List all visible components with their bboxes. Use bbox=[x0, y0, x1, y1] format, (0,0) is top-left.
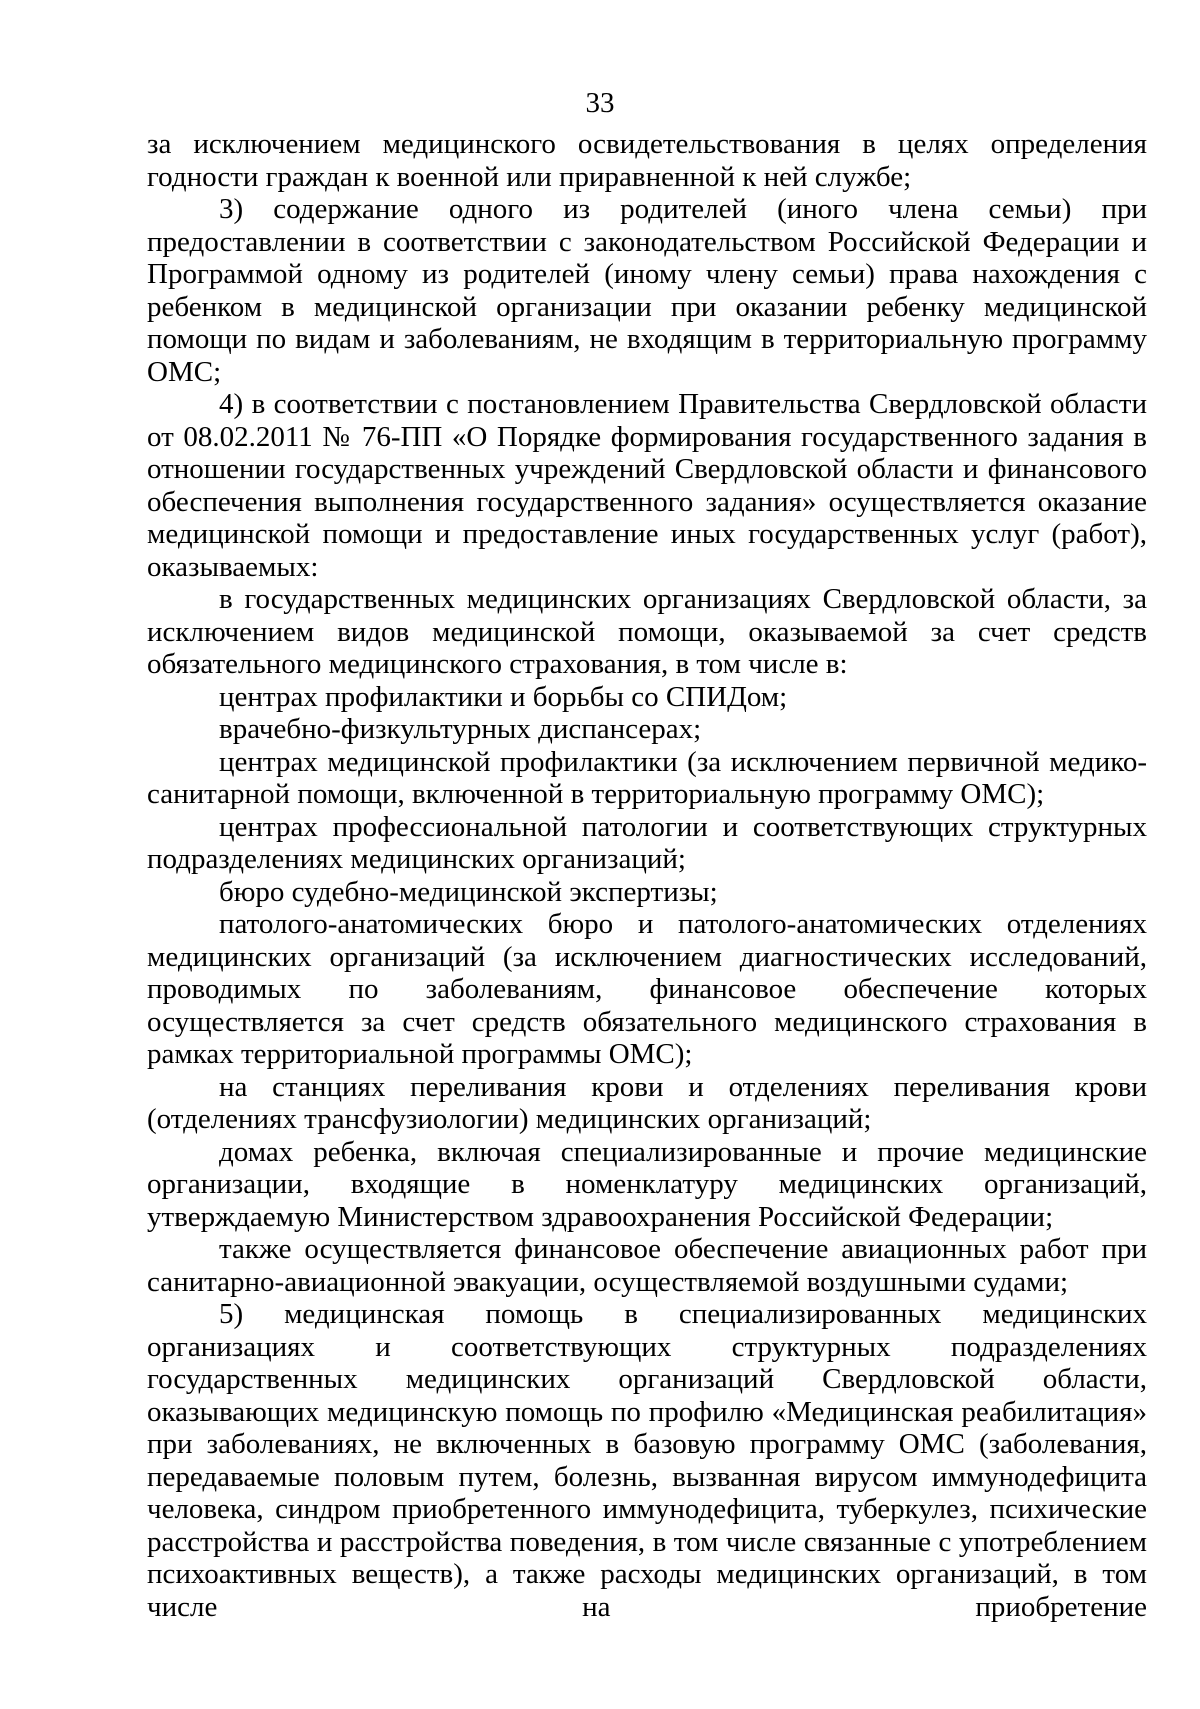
paragraph-item-4-state-assignment: 4) в соответствии с постановлением Правительства Свердловской области от 08.02.2011 № 76-ПП «О Порядке формирования государственного задания в отношении государственных учреждений Свердловской области и финансового обеспечения выполнения государственного задания» осуществляется оказание медицинской помощи и предоставление иных государственных услуг (работ), оказываемых: bbox=[147, 388, 1147, 583]
paragraph-military-service-exemption: за исключением медицинского освидетельствования в целях определения годности граждан к военной или приравненной к ней службе; bbox=[147, 128, 1147, 193]
list-item-pathology-bureaus: патолого-анатомических бюро и патолого-анатомических отделениях медицинских организаций (за исключением диагностических исследований, проводимых по заболеваниям, финансовое обеспечение которых осуществляется за счет средств обязательного медицинского страхования в рамках территориальной программы ОМС); bbox=[147, 908, 1147, 1070]
list-item-blood-transfusion-stations: на станциях переливания крови и отделениях переливания крови (отделениях трансфузиологии) медицинских организаций; bbox=[147, 1070, 1147, 1135]
list-item-aids-centers: центрах профилактики и борьбы со СПИДом; bbox=[219, 680, 788, 713]
list-item-prevention-centers: центрах медицинской профилактики (за исключением первичной медико-санитарной помощи, включенной в территориальную программу ОМС); bbox=[147, 745, 1147, 810]
page-number: 33 bbox=[585, 87, 615, 119]
paragraph-aviation-evacuation: также осуществляется финансовое обеспечение авиационных работ при санитарно-авиационной эвакуации, осуществляемой воздушными судами; bbox=[147, 1233, 1147, 1298]
paragraph-state-medical-organizations: в государственных медицинских организациях Свердловской области, за исключением видов медицинской помощи, оказываемой за счет средств обязательного медицинского страхования, в том числе в: bbox=[147, 583, 1147, 680]
list-item-sports-dispensaries: врачебно-физкультурных диспансерах; bbox=[219, 713, 702, 745]
paragraph-item-3-parent-accommodation: 3) содержание одного из родителей (иного члена семьи) при предоставлении в соответствии с законодательством Российской Федерации и Программой одному из родителей (иному члену семьи) права нахождения с ребенком в медицинской организации при оказании ребенку медицинской помощи по видам и заболеваниям, не входящим в территориальную программу ОМС; bbox=[147, 193, 1147, 388]
list-item-forensic-bureau: бюро судебно-медицинской экспертизы; bbox=[219, 875, 718, 908]
document-body bbox=[147, 128, 1147, 1623]
list-item-childrens-homes: домах ребенка, включая специализированные и прочие медицинские организации, входящие в номенклатуру медицинских организаций, утверждаемую Министерством здравоохранения Российской Федерации; bbox=[147, 1135, 1147, 1233]
list-item-occupational-pathology-centers: центрах профессиональной патологии и соответствующих структурных подразделениях медицинских организаций; bbox=[147, 810, 1147, 875]
paragraph-item-5-medical-rehabilitation: 5) медицинская помощь в специализированных медицинских организациях и соответствующих структурных подразделениях государственных медицинских организаций Свердловской области, оказывающих медицинскую помощь по профилю «Медицинская реабилитация» при заболеваниях, не включенных в базовую программу ОМС (заболевания, передаваемые половым путем, болезнь, вызванная вирусом иммунодефицита человека, синдром приобретенного иммунодефицита, туберкулез, психические расстройства и расстройства поведения, в том числе связанные с употреблением психоактивных веществ), а также расходы медицинских организаций, в том числе на приобретение bbox=[147, 1298, 1147, 1623]
